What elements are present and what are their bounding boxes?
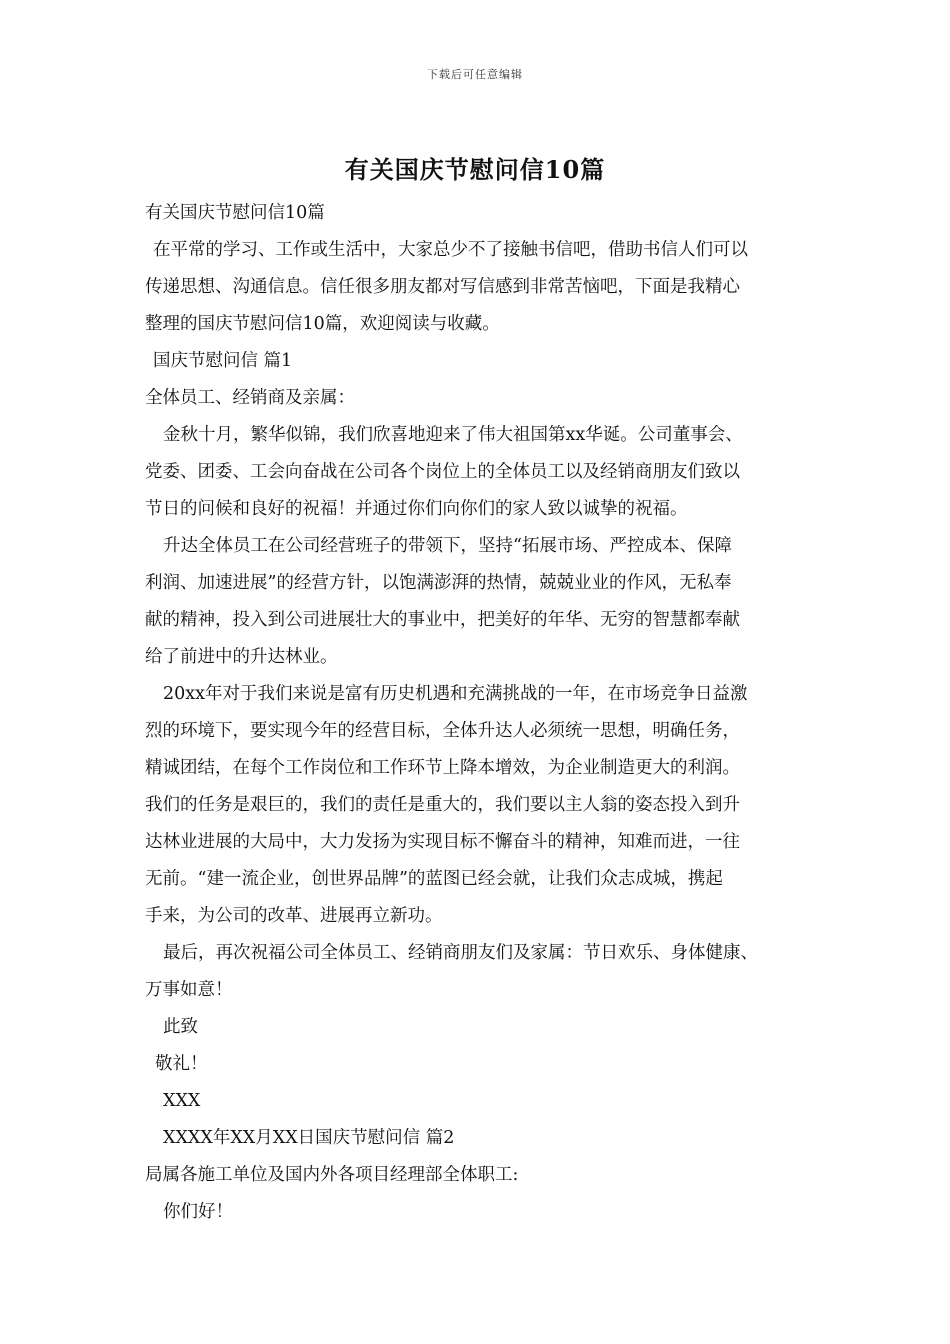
text-line: 20xx年对于我们来说是富有历史机遇和充满挑战的一年，在市场竞争日益激 bbox=[163, 684, 748, 704]
salutation: 局属各施工单位及国内外各项目经理部全体职工: bbox=[145, 1165, 519, 1185]
text-line: 万事如意！ bbox=[145, 980, 233, 1000]
document-body bbox=[145, 195, 810, 1231]
text-line: 利润、加速进展”的经营方针，以饱满澎湃的热情，兢兢业业的作风，无私奉 bbox=[145, 573, 732, 593]
text-line: 有关国庆节慰问信10篇 bbox=[145, 203, 325, 223]
section-heading: 国庆节慰问信 篇1 bbox=[153, 351, 293, 371]
text-line: 献的精神，投入到公司进展壮大的事业中，把美好的年华、无穷的智慧都奉献 bbox=[145, 610, 740, 630]
text-line: 最后，再次祝福公司全体员工、经销商朋友们及家属：节日欢乐、身体健康、 bbox=[163, 943, 758, 963]
text-line: 手来，为公司的改革、进展再立新功。 bbox=[145, 906, 443, 926]
text-line: 精诚团结，在每个工作岗位和工作环节上降本增效，为企业制造更大的利润。 bbox=[145, 758, 740, 778]
text-line: 整理的国庆节慰问信10篇，欢迎阅读与收藏。 bbox=[145, 314, 500, 334]
greeting: 你们好！ bbox=[163, 1202, 233, 1222]
text-line: 在平常的学习、工作或生活中，大家总少不了接触书信吧，借助书信人们可以 bbox=[153, 240, 748, 260]
text-line: 节日的问候和良好的祝福！并通过你们向你们的家人致以诚挚的祝福。 bbox=[145, 499, 688, 519]
signature: XXX bbox=[163, 1091, 201, 1111]
text-line: 我们的任务是艰巨的，我们的责任是重大的，我们要以主人翁的姿态投入到升 bbox=[145, 795, 740, 815]
text-line: 党委、团委、工会向奋战在公司各个岗位上的全体员工以及经销商朋友们致以 bbox=[145, 462, 740, 482]
document-title: 有关国庆节慰问信10篇 bbox=[344, 155, 606, 184]
text-line: 烈的环境下，要实现今年的经营目标，全体升达人必须统一思想，明确任务， bbox=[145, 721, 740, 741]
text-line: 给了前进中的升达林业。 bbox=[145, 647, 338, 667]
date-and-heading: XXXX年XX月XX日国庆节慰问信 篇2 bbox=[163, 1128, 455, 1148]
text-line: 升达全体员工在公司经营班子的带领下，坚持“拓展市场、严控成本、保障 bbox=[163, 536, 732, 556]
closing-line: 敬礼！ bbox=[155, 1054, 208, 1074]
text-line: 达林业进展的大局中，大力发扬为实现目标不懈奋斗的精神，知难而进，一往 bbox=[145, 832, 740, 852]
text-line: 金秋十月，繁华似锦，我们欣喜地迎来了伟大祖国第xx华诞。公司董事会、 bbox=[163, 425, 743, 445]
text-line: 无前。“建一流企业，创世界品牌”的蓝图已经会就，让我们众志成城，携起 bbox=[145, 869, 723, 889]
text-line: 传递思想、沟通信息。信任很多朋友都对写信感到非常苦恼吧，下面是我精心 bbox=[145, 277, 740, 297]
salutation: 全体员工、经销商及亲属： bbox=[145, 388, 355, 408]
closing-line: 此致 bbox=[163, 1017, 198, 1037]
header-note: 下载后可任意编辑 bbox=[427, 68, 523, 81]
